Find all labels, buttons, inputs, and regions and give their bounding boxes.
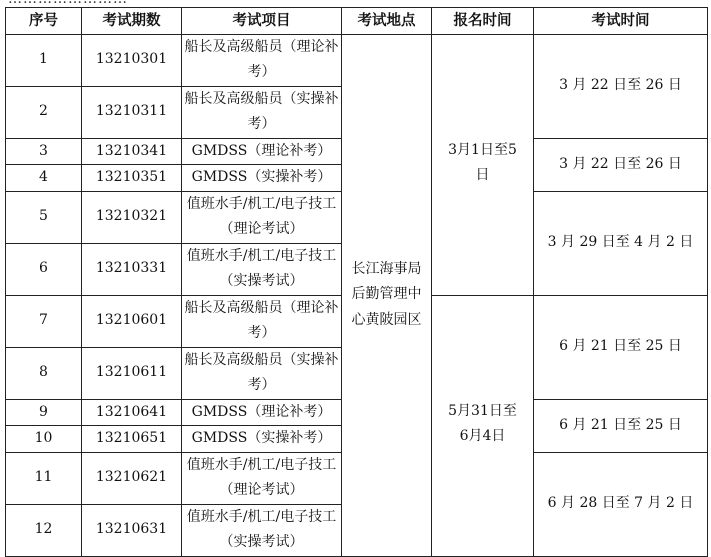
exam-schedule-table bbox=[5, 7, 708, 557]
reg-time-cell bbox=[432, 34, 534, 295]
item-text: 船长及高级船员（实操补考） bbox=[184, 90, 339, 132]
item-text: GMDSS（理论补考） bbox=[191, 142, 332, 159]
item-cell bbox=[182, 138, 342, 165]
item-text: 船长及高级船员（理论补考） bbox=[184, 299, 339, 341]
exam-no-cell: 13210331 bbox=[82, 243, 182, 295]
exam-no-cell: 13210631 bbox=[82, 504, 182, 556]
seq-cell: 7 bbox=[6, 295, 82, 347]
item-text: 船长及高级船员（实操补考） bbox=[184, 351, 339, 393]
exam-no-cell: 13210641 bbox=[82, 399, 182, 426]
exam-no-cell: 13210351 bbox=[82, 165, 182, 192]
exam-no-cell: 13210611 bbox=[82, 347, 182, 399]
exam-time-cell: 3 月 22 日至 26 日 bbox=[534, 138, 708, 191]
item-text: GMDSS（理论补考） bbox=[191, 403, 332, 420]
item-text: 值班水手/机工/电子技工（理论考试） bbox=[186, 195, 337, 237]
seq-cell: 3 bbox=[6, 138, 82, 165]
item-cell bbox=[182, 34, 342, 86]
item-text: GMDSS（实操补考） bbox=[191, 430, 332, 446]
exam-no-cell: 13210301 bbox=[82, 34, 182, 86]
seq-cell: 10 bbox=[6, 426, 82, 453]
item-text: 值班水手/机工/电子技工（实操考试） bbox=[186, 247, 337, 289]
item-cell bbox=[182, 165, 342, 192]
seq-cell: 4 bbox=[6, 165, 82, 192]
header-place: 考试地点 bbox=[342, 8, 432, 35]
table-header-row bbox=[6, 8, 708, 35]
seq-cell: 6 bbox=[6, 243, 82, 295]
header-exam-time: 考试时间 bbox=[534, 8, 708, 35]
seq-cell: 9 bbox=[6, 399, 82, 426]
item-cell bbox=[182, 399, 342, 426]
item-text: 船长及高级船员（理论补考） bbox=[184, 38, 339, 80]
item-cell bbox=[182, 426, 342, 453]
seq-cell: 2 bbox=[6, 86, 82, 138]
item-cell bbox=[182, 504, 342, 556]
item-cell bbox=[182, 295, 342, 347]
reg-time-text: 3月1日至5日 bbox=[448, 141, 517, 183]
seq-cell: 1 bbox=[6, 34, 82, 86]
reg-time-text: 5月31日至6月4日 bbox=[448, 402, 517, 444]
exam-time-cell: 6 月 21 日至 25 日 bbox=[534, 399, 708, 452]
exam-no-cell: 13210311 bbox=[82, 86, 182, 138]
exam-time-cell: 3 月 29 日至 4 月 2 日 bbox=[534, 191, 708, 295]
exam-no-cell: 13210341 bbox=[82, 138, 182, 165]
item-cell bbox=[182, 347, 342, 399]
exam-no-cell: 13210621 bbox=[82, 452, 182, 504]
cropped-heading-text bbox=[8, 0, 128, 7]
reg-time-cell bbox=[432, 295, 534, 556]
item-cell bbox=[182, 243, 342, 295]
exam-no-cell: 13210601 bbox=[82, 295, 182, 347]
header-item: 考试项目 bbox=[182, 8, 342, 35]
item-text: 值班水手/机工/电子技工（实操考试） bbox=[186, 508, 337, 550]
seq-cell: 8 bbox=[6, 347, 82, 399]
place-cell bbox=[342, 34, 432, 556]
exam-time-cell: 3 月 22 日至 26 日 bbox=[534, 34, 708, 138]
table-row bbox=[6, 34, 708, 86]
exam-time-cell: 6 月 21 日至 25 日 bbox=[534, 295, 708, 399]
header-exam-no: 考试期数 bbox=[82, 8, 182, 35]
item-text: 值班水手/机工/电子技工（理论考试） bbox=[186, 456, 337, 498]
place-text: 长江海事局后勤管理中心黄陂园区 bbox=[351, 260, 422, 328]
exam-time-cell: 6 月 28 日至 7 月 2 日 bbox=[534, 452, 708, 556]
header-seq: 序号 bbox=[6, 8, 82, 35]
item-cell bbox=[182, 191, 342, 243]
header-reg-time: 报名时间 bbox=[432, 8, 534, 35]
seq-cell: 11 bbox=[6, 452, 82, 504]
exam-no-cell: 13210321 bbox=[82, 191, 182, 243]
item-cell bbox=[182, 86, 342, 138]
seq-cell: 5 bbox=[6, 191, 82, 243]
item-cell bbox=[182, 452, 342, 504]
cropped-heading-fragment bbox=[0, 0, 711, 6]
seq-cell: 12 bbox=[6, 504, 82, 556]
exam-no-cell: 13210651 bbox=[82, 426, 182, 453]
item-text: GMDSS（实操补考） bbox=[191, 169, 332, 185]
